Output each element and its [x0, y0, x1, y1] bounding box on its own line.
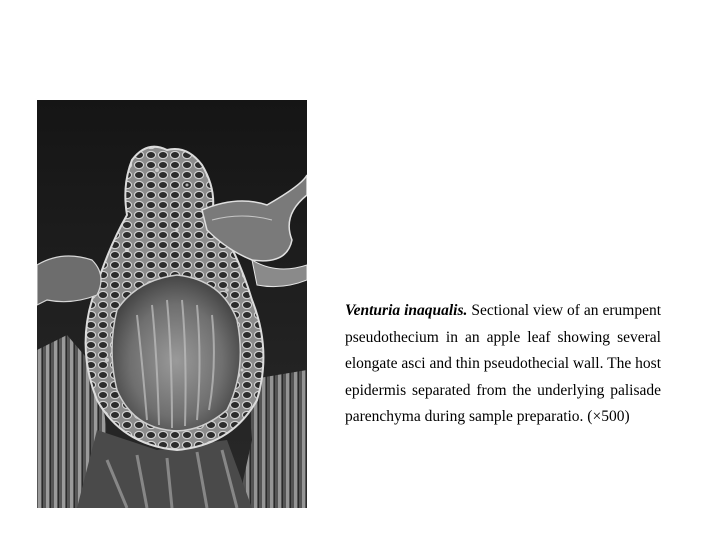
- micrograph-drawing: [37, 100, 307, 508]
- species-name: Venturia inaqualis.: [345, 302, 468, 319]
- caption-text: Sectional view of an erumpent pseudothecium in an apple leaf showing several elongate asci and thin pseudothecial wall. The host epidermis separated from the underlying palisade parenchyma during sample preparatio. (×500): [345, 302, 662, 425]
- figure-caption: [345, 298, 661, 431]
- micrograph-image: [37, 100, 307, 508]
